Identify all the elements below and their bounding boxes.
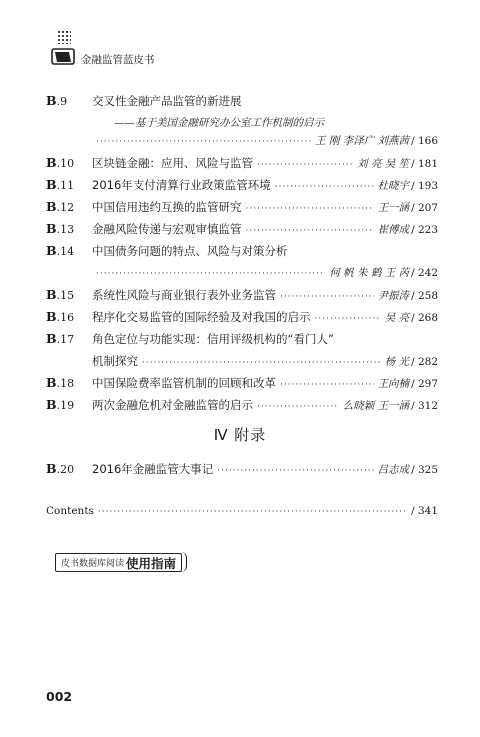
entry-page: / 242 (411, 267, 438, 279)
dot-leader (246, 224, 374, 238)
entry-author: 吕志成 (377, 464, 410, 476)
toc-entry[interactable] (46, 398, 438, 420)
entry-page: / 207 (411, 202, 438, 214)
dot-leader (246, 202, 374, 216)
entry-number: B.9 (46, 93, 68, 108)
dot-grid-icon (57, 30, 71, 44)
entry-author: 吴 亮 (384, 312, 410, 324)
header-title: 金融监管蓝皮书 (81, 54, 155, 66)
page-number: 002 (46, 689, 73, 704)
entry-number: B.20 (46, 461, 75, 476)
entry-number: B.17 (46, 331, 75, 346)
entry-author: 尹振涛 (377, 290, 410, 302)
dot-leader (96, 267, 325, 281)
contents-page: / 341 (411, 505, 438, 517)
entry-page: / 223 (411, 224, 438, 236)
entry-number: B.11 (46, 177, 75, 192)
dot-leader (96, 135, 311, 149)
contents-label: Contents (46, 505, 94, 517)
entry-number: B.10 (46, 155, 75, 170)
contents-entry[interactable] (46, 505, 438, 527)
entry-title: 系统性风险与商业银行表外业务监管 (92, 288, 276, 302)
entry-number: B.15 (46, 287, 75, 302)
entry-page: / 312 (411, 400, 438, 412)
toc-entry[interactable] (46, 332, 438, 376)
entry-title: 角色定位与功能实现：信用评级机构的“看门人” (92, 332, 334, 346)
toc-entry[interactable] (46, 200, 438, 222)
entry-number: B.13 (46, 221, 75, 236)
appendix-list (46, 462, 438, 484)
toc-entry[interactable] (46, 376, 438, 398)
dot-leader (217, 464, 373, 478)
entry-number: B.12 (46, 199, 75, 214)
entry-author: 么晓颖 王一涵 (342, 400, 410, 412)
toc-entry[interactable] (46, 222, 438, 244)
entry-subtitle: ——基于美国金融研究办公室工作机制的启示 (114, 117, 324, 129)
entry-author: 何 帆 朱 鹤 王 芮 (329, 267, 410, 279)
guide-big-text: 使用指南 (126, 555, 177, 571)
entry-title: 交叉性金融产品监管的新进展 (92, 94, 242, 108)
entry-page: / 325 (411, 464, 438, 476)
entry-page: / 258 (411, 290, 438, 302)
entry-page: / 193 (411, 180, 438, 192)
entry-number: B.19 (46, 397, 75, 412)
entry-title: 中国保险费率监管机制的回顾和改革 (92, 376, 276, 390)
guide-small-text: 皮书数据库阅读 (61, 559, 125, 569)
toc-entry[interactable] (46, 244, 438, 288)
entry-title: 2016年支付清算行业政策监管环境 (92, 178, 271, 192)
entry-author: 王 刚 李泽广 刘燕茜 (315, 135, 410, 147)
dot-leader (280, 378, 374, 392)
dot-leader (98, 507, 405, 517)
entry-page: / 282 (411, 356, 438, 368)
toc-entry-appendix[interactable] (46, 462, 438, 484)
entry-number: B.16 (46, 309, 75, 324)
toc-entry[interactable] (46, 94, 438, 156)
entry-author: 王向楠 (377, 378, 410, 390)
table-of-contents (46, 94, 438, 420)
entry-author: 刘 亮 吴 笙 (357, 158, 410, 170)
entry-title-cont: 机制探究 (92, 354, 138, 368)
dot-leader (315, 312, 381, 326)
dot-leader (280, 290, 374, 304)
entry-title: 程序化交易监管的国际经验及对我国的启示 (92, 310, 311, 324)
entry-title: 2016年金融监管大事记 (92, 462, 214, 476)
entry-number: B.14 (46, 243, 75, 258)
toc-entry[interactable] (46, 288, 438, 310)
entry-author: 杜晓宇 (377, 180, 410, 192)
entry-author: 王一涵 (377, 202, 410, 214)
dot-leader (275, 180, 374, 194)
entry-number: B.18 (46, 375, 75, 390)
dot-leader (142, 356, 381, 370)
entry-title: 两次金融危机对金融监管的启示 (92, 398, 253, 412)
entry-page: / 268 (411, 312, 438, 324)
entry-author: 杨 光 (384, 356, 410, 368)
toc-entry[interactable] (46, 310, 438, 332)
guide-tail-icon (178, 552, 187, 572)
section-heading: Ⅳ 附录 (213, 426, 267, 444)
book-icon (51, 48, 77, 66)
dot-leader (257, 158, 353, 172)
entry-title: 金融风险传递与宏观审慎监管 (92, 222, 242, 236)
toc-entry[interactable] (46, 178, 438, 200)
entry-title: 区块链金融：应用、风险与监管 (92, 156, 253, 170)
entry-title: 中国债务问题的特点、风险与对策分析 (92, 244, 288, 258)
toc-entry[interactable] (46, 156, 438, 178)
entry-page: / 181 (411, 158, 438, 170)
entry-page: / 166 (411, 135, 438, 147)
entry-page: / 297 (411, 378, 438, 390)
dot-leader (257, 400, 339, 414)
entry-author: 崔傅成 (377, 224, 410, 236)
entry-title: 中国信用违约互换的监管研究 (92, 200, 242, 214)
database-guide-button[interactable] (55, 553, 182, 572)
